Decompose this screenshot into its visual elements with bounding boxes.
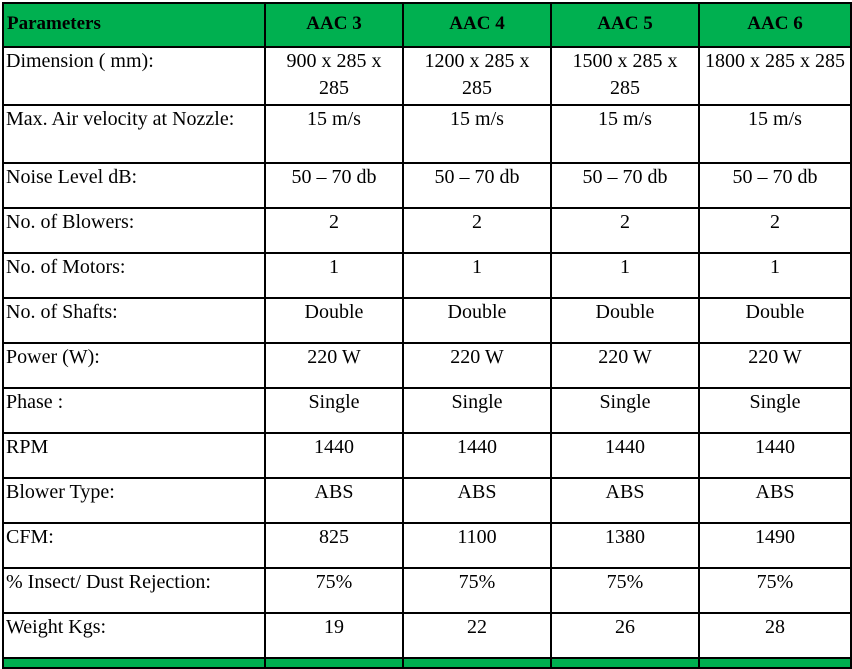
cell-aac-5: 1500 x 285 x 285 [551,47,699,105]
row-label: No. of Motors: [3,253,265,298]
cell-aac-6: Double [699,298,851,343]
row-label: Blower Type: [3,478,265,523]
row-label: Phase : [3,388,265,433]
header-aac-5: AAC 5 [551,3,699,47]
cell-aac-3: 2 [265,208,403,253]
cell-aac-4: 1100 [403,523,551,568]
cell-aac-4: Single [403,388,551,433]
row-label: RPM [3,433,265,478]
cell-aac-6: 15 m/s [699,105,851,163]
cell-aac-6: 75% [699,568,851,613]
cell-aac-3: 19 [265,613,403,658]
cell-aac-5: 50 – 70 db [551,163,699,208]
cell-aac-6: 220 W [699,343,851,388]
footer-cell [551,658,699,668]
table-row [3,208,851,253]
table-row [3,523,851,568]
cell-aac-4: Double [403,298,551,343]
cell-aac-6: ABS [699,478,851,523]
footer-cell [699,658,851,668]
row-label: Power (W): [3,343,265,388]
cell-aac-4: 1440 [403,433,551,478]
header-row [3,3,851,47]
cell-aac-5: ABS [551,478,699,523]
header-aac-4: AAC 4 [403,3,551,47]
row-label: CFM: [3,523,265,568]
cell-aac-3: ABS [265,478,403,523]
cell-aac-5: 26 [551,613,699,658]
cell-aac-6: 1440 [699,433,851,478]
cell-aac-4: 1 [403,253,551,298]
cell-aac-3: 1440 [265,433,403,478]
table-row [3,47,851,105]
cell-aac-6: 1 [699,253,851,298]
cell-aac-4: ABS [403,478,551,523]
table-row [3,343,851,388]
cell-aac-4: 75% [403,568,551,613]
cell-aac-6: Single [699,388,851,433]
cell-aac-5: 220 W [551,343,699,388]
footer-cell [403,658,551,668]
cell-aac-5: 75% [551,568,699,613]
cell-aac-5: 1380 [551,523,699,568]
table-row [3,105,851,163]
cell-aac-3: 900 x 285 x 285 [265,47,403,105]
footer-cell [3,658,265,668]
row-label: % Insect/ Dust Rejection: [3,568,265,613]
cell-aac-3: Double [265,298,403,343]
cell-aac-3: 825 [265,523,403,568]
row-label: Weight Kgs: [3,613,265,658]
table-row [3,478,851,523]
cell-aac-5: 2 [551,208,699,253]
header-aac-3: AAC 3 [265,3,403,47]
cell-aac-4: 50 – 70 db [403,163,551,208]
cell-aac-6: 50 – 70 db [699,163,851,208]
header-aac-6: AAC 6 [699,3,851,47]
cell-aac-5: 1440 [551,433,699,478]
cell-aac-4: 220 W [403,343,551,388]
footer-row [3,658,851,668]
table-row [3,613,851,658]
cell-aac-6: 2 [699,208,851,253]
cell-aac-3: 220 W [265,343,403,388]
cell-aac-3: 75% [265,568,403,613]
table-row [3,568,851,613]
cell-aac-4: 2 [403,208,551,253]
row-label: No. of Shafts: [3,298,265,343]
cell-aac-6: 28 [699,613,851,658]
table-row [3,388,851,433]
table-row [3,433,851,478]
footer-cell [265,658,403,668]
cell-aac-3: 50 – 70 db [265,163,403,208]
cell-aac-4: 1200 x 285 x 285 [403,47,551,105]
row-label: Max. Air velocity at Nozzle: [3,105,265,163]
cell-aac-4: 22 [403,613,551,658]
cell-aac-5: Double [551,298,699,343]
cell-aac-3: 15 m/s [265,105,403,163]
cell-aac-6: 1800 x 285 x 285 [699,47,851,105]
cell-aac-6: 1490 [699,523,851,568]
row-label: No. of Blowers: [3,208,265,253]
table-row [3,163,851,208]
specifications-table [2,2,852,669]
cell-aac-5: 1 [551,253,699,298]
row-label: Dimension ( mm): [3,47,265,105]
cell-aac-3: 1 [265,253,403,298]
header-parameters: Parameters [3,3,265,47]
cell-aac-4: 15 m/s [403,105,551,163]
cell-aac-3: Single [265,388,403,433]
table-row [3,253,851,298]
cell-aac-5: Single [551,388,699,433]
row-label: Noise Level dB: [3,163,265,208]
table-row [3,298,851,343]
cell-aac-5: 15 m/s [551,105,699,163]
